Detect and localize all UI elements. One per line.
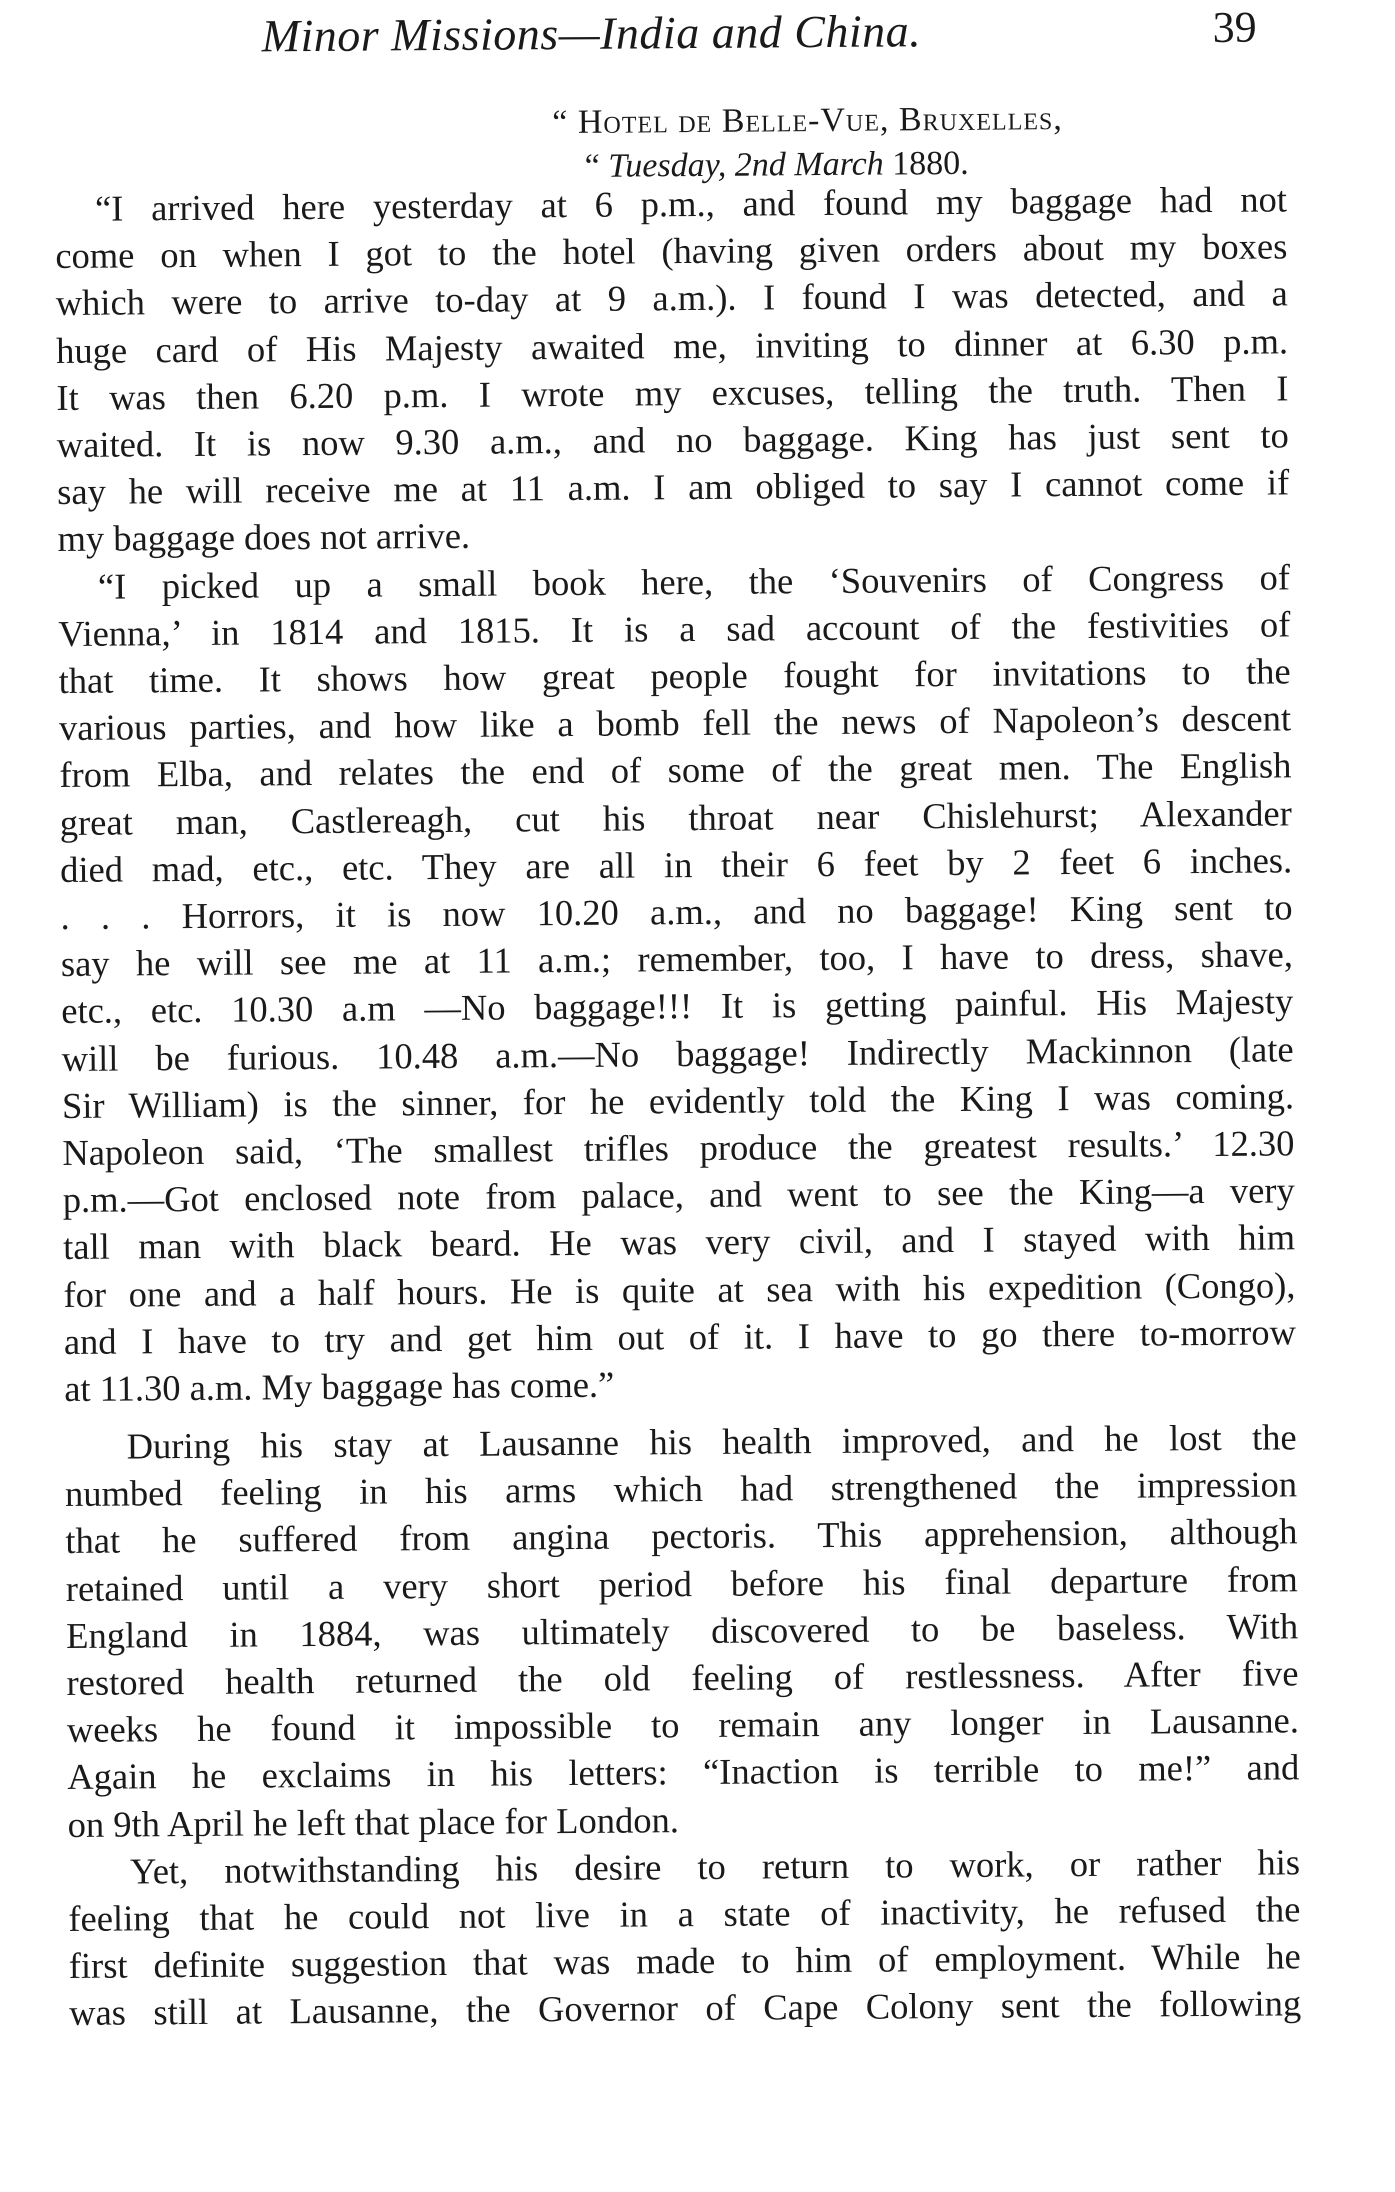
- text-line: Vienna,’ in 1814 and 1815. It is a sad account of the festivities of: [58, 603, 1291, 654]
- text-line: was still at Lausanne, the Governor of Cape Colony sent the following: [68, 1982, 1302, 2034]
- text-line: numbed feeling in his arms which had strengthened the impression: [64, 1463, 1298, 1515]
- running-title: Minor Missions—India and China.: [261, 5, 922, 62]
- text-line: died mad, etc., etc. They are all in their 6 feet by 2 feet 6 inches.: [60, 839, 1293, 890]
- text-line: for one and a half hours. He is quite at sea with his expedition (Congo),: [63, 1264, 1296, 1315]
- text-line: During his stay at Lausanne his health improved, and he lost the: [126, 1416, 1297, 1467]
- letterhead-address: “ Hotel de Belle-Vue, Bruxelles,: [552, 100, 1063, 142]
- text-line: huge card of His Majesty awaited me, inviting to dinner at 6.30 p.m.: [55, 319, 1289, 371]
- text-line: “I arrived here yesterday at 6 p.m., and found my baggage had not: [94, 178, 1288, 229]
- text-line: waited. It is now 9.30 a.m., and no baggage. King has just sent to: [56, 414, 1289, 466]
- text-line: first definite suggestion that was made to him of employment. While he: [68, 1935, 1301, 1987]
- text-line: say he will see me at 11 a.m.; remember, too, I have to dress, shave,: [60, 933, 1294, 985]
- text-line: tall man with black beard. He was very civil, and I stayed with him: [62, 1216, 1296, 1268]
- text-line: which were to arrive to-day at 9 a.m.). I found I was detected, and a: [55, 272, 1288, 324]
- text-line: etc., etc. 10.30 a.m —No baggage!!! It is getting painful. His Majesty: [61, 980, 1294, 1032]
- text-line: retained until a very short period before his final departure from: [65, 1557, 1298, 1609]
- letterhead-date-year: 1880.: [883, 144, 969, 183]
- letterhead-date-text: Tuesday, 2nd March: [608, 145, 884, 185]
- text-line: from Elba, and relates the end of some of the great men. The English: [59, 744, 1292, 796]
- text-line: Yet, notwithstanding his desire to return to work, or rather his: [129, 1841, 1301, 1892]
- text-line: Sir William) is the sinner, for he evidently told the King I was coming.: [61, 1075, 1295, 1126]
- text-line: and I have to try and get him out of it. I have to go there to-morrow: [63, 1311, 1296, 1362]
- text-line: that time. It shows how great people fought for invitations to the: [58, 650, 1291, 702]
- text-line: England in 1884, was ultimately discovered to be baseless. With: [66, 1605, 1299, 1656]
- page-number: 39: [1212, 2, 1257, 52]
- text-line: weeks he found it impossible to remain any longer in Lausanne.: [66, 1699, 1300, 1751]
- text-line: . . . Horrors, it is now 10.20 a.m., and no baggage! King sent to: [60, 886, 1293, 938]
- text-line: Again he exclaims in his letters: “Inaction is terrible to me!” and: [67, 1746, 1300, 1798]
- text-line: Napoleon said, ‘The smallest trifles produce the greatest results.’ 12.30: [62, 1122, 1295, 1174]
- text-line: various parties, and how like a bomb fell the news of Napoleon’s descent: [58, 697, 1292, 749]
- text-line: on 9th April he left that place for London.: [67, 1798, 680, 1845]
- text-line: feeling that he could not live in a state of inactivity, he refused the: [68, 1888, 1301, 1940]
- text-line: It was then 6.20 p.m. I wrote my excuses, telling the truth. Then I: [56, 367, 1289, 418]
- text-line: “I picked up a small book here, the ‘Souvenirs of Congress of: [97, 555, 1291, 607]
- letterhead: [552, 96, 1253, 189]
- text-line: my baggage does not arrive.: [57, 515, 471, 560]
- letter-text: [55, 175, 1297, 1412]
- letterhead-date-quote: “: [584, 147, 609, 185]
- text-line: say he will receive me at 11 a.m. I am obliged to say I cannot come if: [57, 461, 1290, 513]
- text-line: restored health returned the old feeling of restlessness. After five: [66, 1652, 1299, 1704]
- running-head: [261, 2, 1256, 70]
- text-line: that he suffered from angina pectoris. This apprehension, although: [65, 1510, 1298, 1562]
- narrative-text: [65, 1413, 1302, 2036]
- text-line: p.m.—Got enclosed note from palace, and went to see the King—a very: [62, 1169, 1295, 1221]
- text-line: great man, Castlereagh, cut his throat near Chislehurst; Alexander: [59, 791, 1292, 843]
- text-line: come on when I got to the hotel (having given orders about my boxes: [55, 225, 1288, 277]
- text-line: at 11.30 a.m. My baggage has come.”: [64, 1363, 615, 1410]
- text-line: will be furious. 10.48 a.m.—No baggage! Indirectly Mackinnon (late: [61, 1027, 1294, 1079]
